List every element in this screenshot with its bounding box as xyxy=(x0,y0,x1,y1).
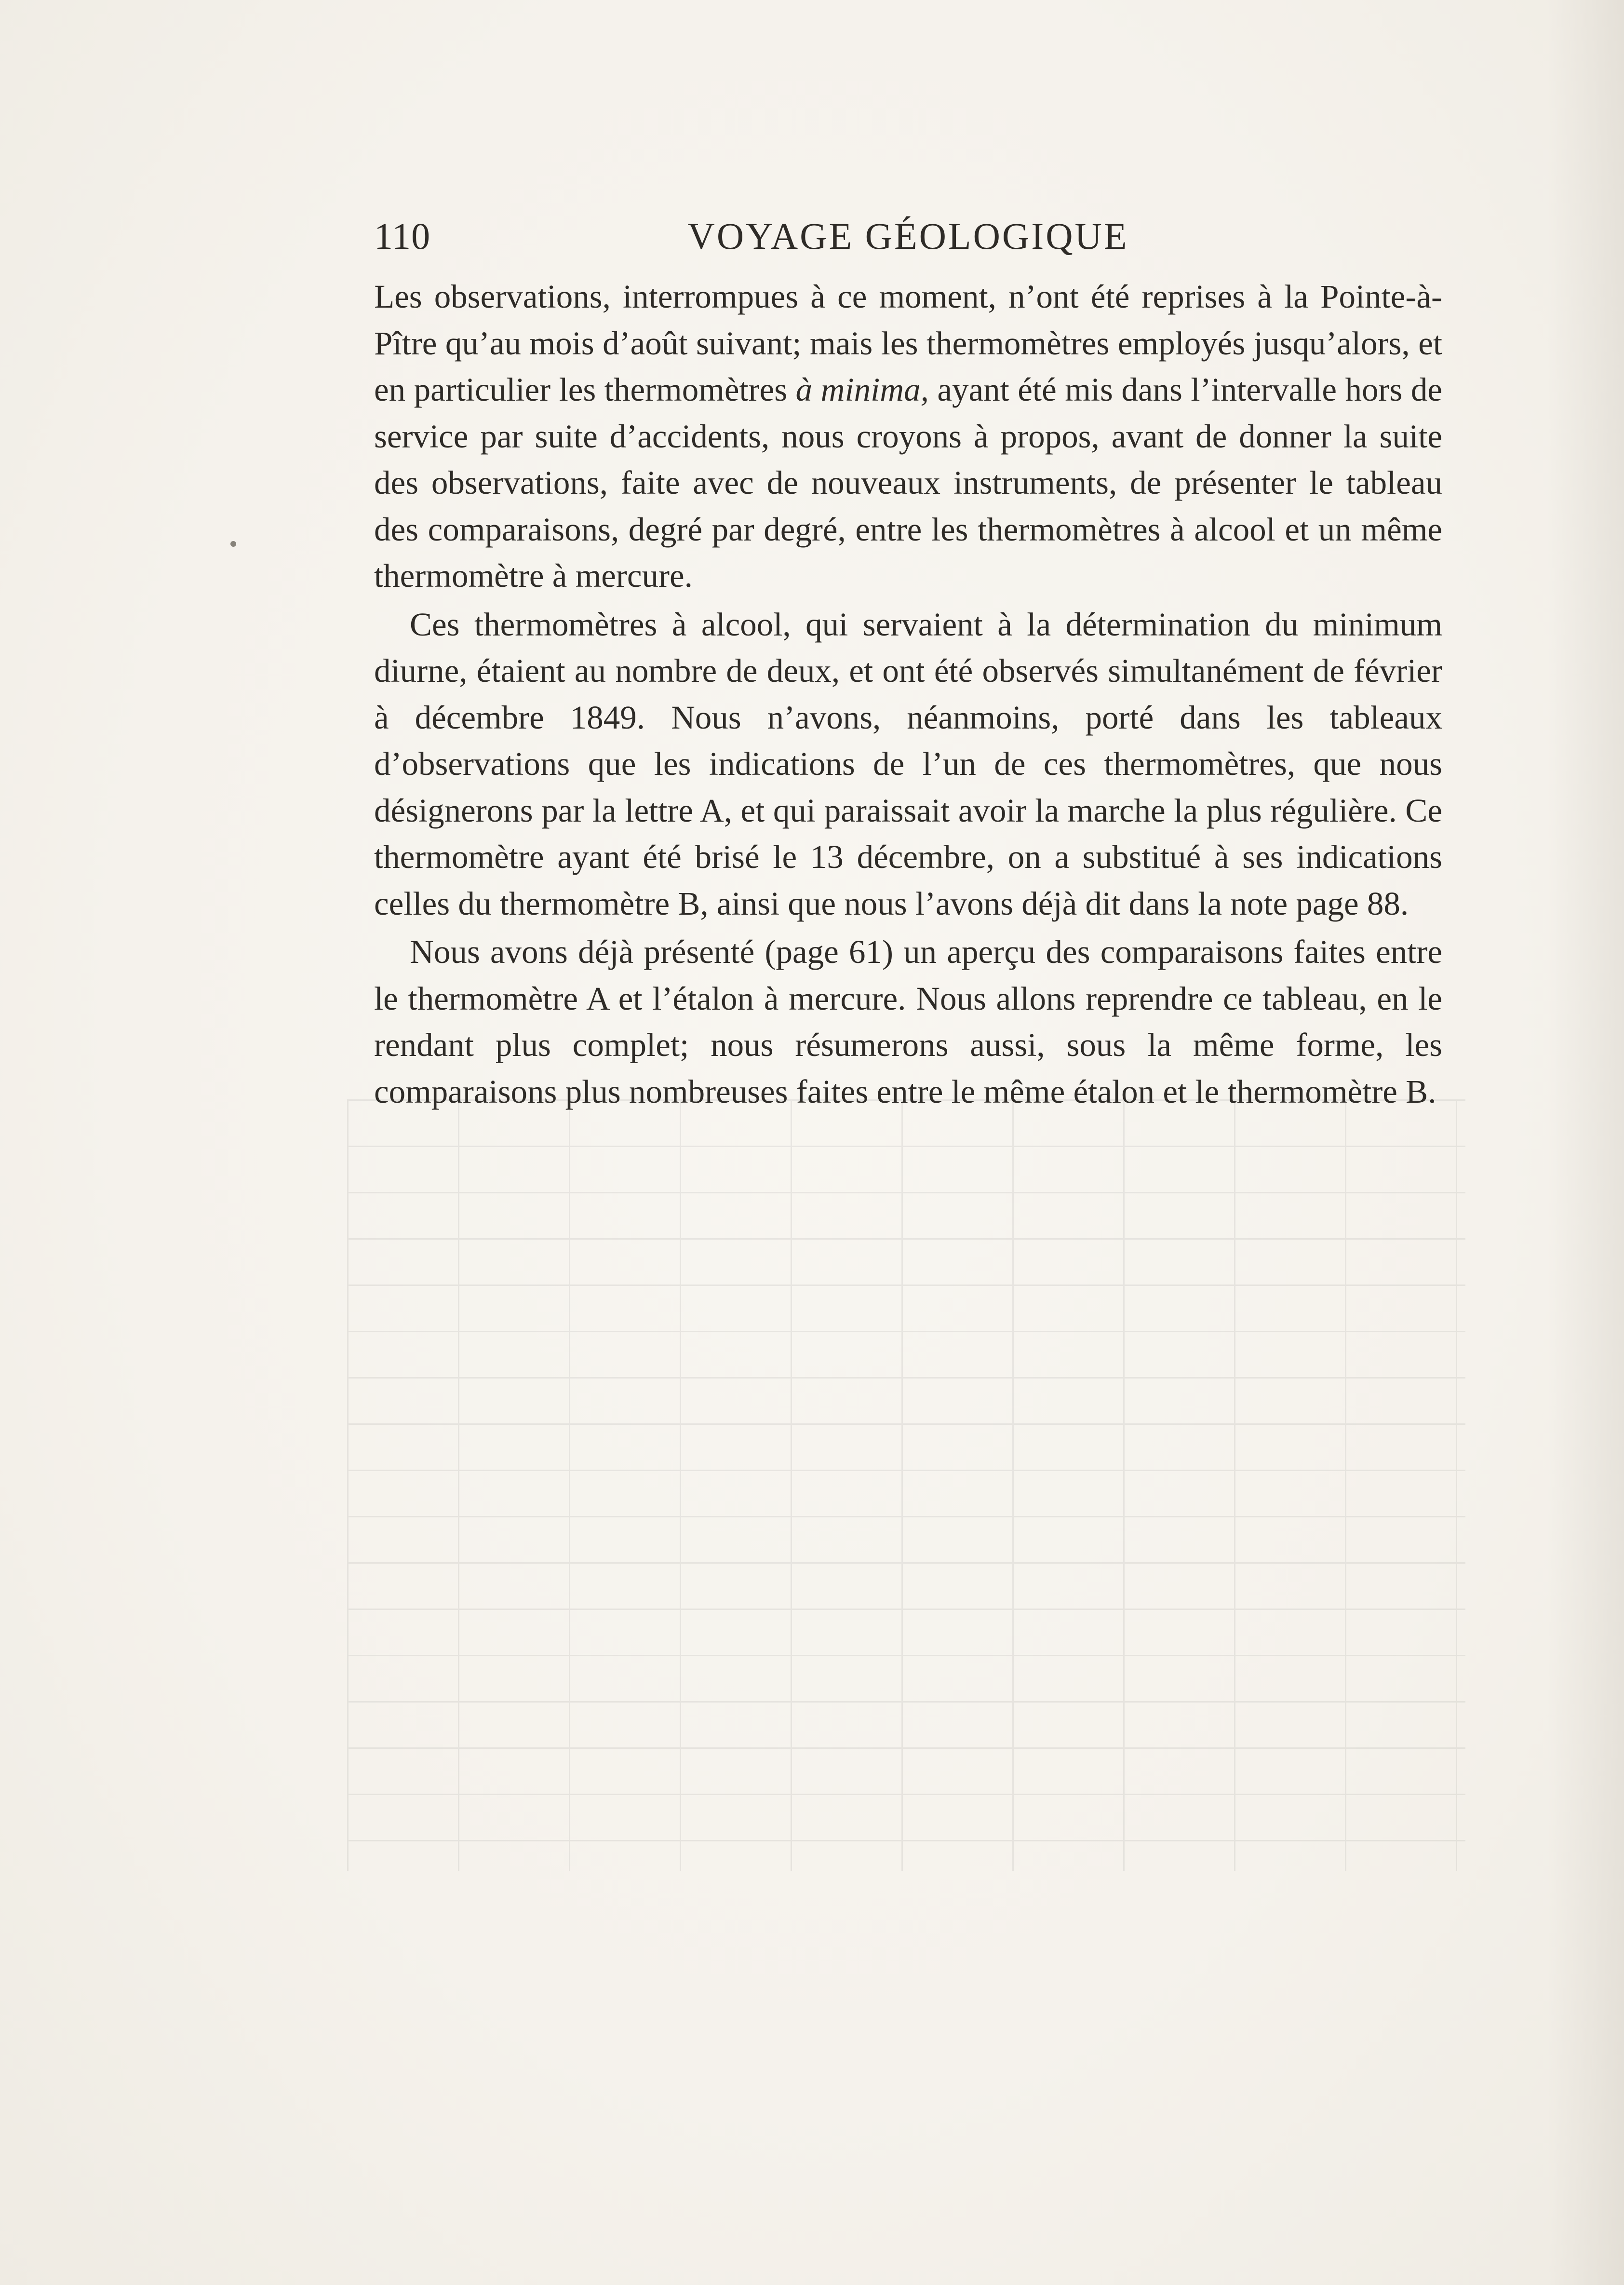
page-edge-shadow xyxy=(1547,0,1624,2285)
paper-speck xyxy=(230,541,236,547)
show-through-table xyxy=(347,1099,1465,1871)
running-head xyxy=(374,215,1442,268)
paragraph-1-text-after: ayant été mis dans l’intervalle hors de service par suite d’accidents, nous croyons à propos, avant de donner la suite des observations, faite avec de nouveaux instruments, de présenter le tableau des comparaisons, degré par degré, entre les thermomètres à alcool et un même thermomètre à mercure. xyxy=(374,371,1443,594)
text-block xyxy=(374,215,1442,1115)
paragraph-1-text-before: Les observations, interrompues à ce moment, n’ont été reprises à la Pointe-à-Pître qu’au mois d’août suivant; mais les thermomètres employés jusqu’alors, et en particulier les thermomètres xyxy=(374,278,1442,408)
paragraph-1-emphasis: à minima, xyxy=(795,371,929,408)
body-text xyxy=(374,273,1442,1115)
running-title: VOYAGE GÉOLOGIQUE xyxy=(687,215,1129,257)
paragraph-3: Nous avons déjà présenté (page 61) un aperçu des comparaisons faites entre le thermomètre A et l’étalon à mercure. Nous allons reprendre ce tableau, en le rendant plus complet; nous résumerons aussi, sous la même forme, les comparaisons plus nombreuses faites entre le même étalon et le thermomètre B. xyxy=(374,933,1442,1110)
paragraph-1 xyxy=(374,273,1442,599)
paragraph-2: Ces thermomètres à alcool, qui servaient à la détermination du minimum diurne, étaient au nombre de deux, et ont été observés simultanément de février à décembre 1849. Nous n’avons, néanmoins, porté dans les tableaux d’observations que les indications de l’un de ces thermomètres, que nous désignerons par la lettre A, et qui paraissait avoir la marche la plus régulière. Ce thermomètre ayant été brisé le 13 décembre, on a substitué à ses indications celles du thermomètre B, ainsi que nous l’avons déjà dit dans la note page 88. xyxy=(374,606,1442,922)
page-number: 110 xyxy=(374,215,431,257)
